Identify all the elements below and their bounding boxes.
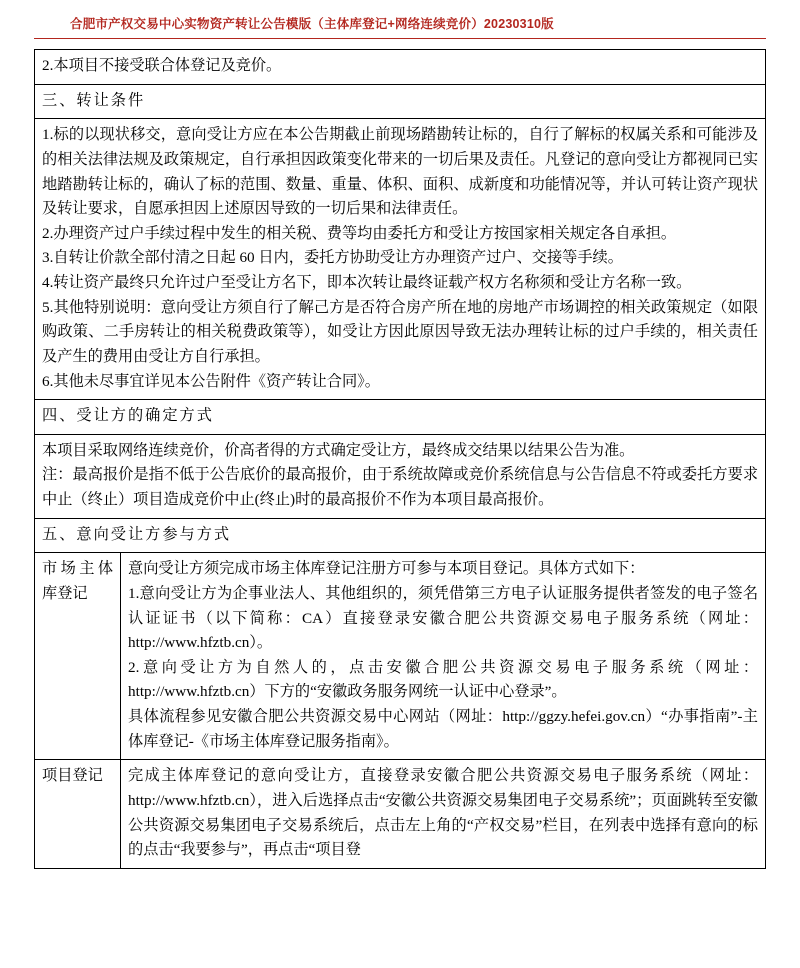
project-registration-para-1: 完成主体库登记的意向受让方，直接登录安徽合肥公共资源交易电子服务系统（网址：http://www.hfztb.cn），进入后选择点击“安徽公共资源交易集团电子交易系统”；页面跳转至安徽公共资源交易集团电子交易系统后，点击左上角的“产权交易”栏目，在列表中选择有意向的标的点击“我要参与”，再点击“项目登 (128, 767, 758, 859)
section3-item-3: 3.自转让价款全部付清之日起 60 日内，委托方协助受让方办理资产过户、交接等手续。 (42, 249, 623, 267)
section5-heading-text: 五、意向受让方参与方式 (42, 525, 232, 543)
row-body-market-entity-registration (121, 553, 766, 760)
table-row-section4-body (35, 434, 766, 518)
market-entity-para-2: 1.意向受让方为企事业法人、其他组织的，须凭借第三方电子认证服务提供者签发的电子签名认证证书（以下简称：CA）直接登录安徽合肥公共资源交易电子服务系统（网址：http://www.hfztb.cn）。 (128, 584, 758, 652)
table-row-section3-body (35, 119, 766, 400)
section3-item-6: 6.其他未尽事宜详见本公告附件《资产转让合同》。 (42, 372, 380, 390)
market-entity-para-3: 2.意向受让方为自然人的，点击安徽合肥公共资源交易电子服务系统（网址：http://www.hfztb.cn）下方的“安徽政务服务网统一认证中心登录”。 (128, 658, 758, 701)
section4-item-2: 注：最高报价是指不低于公告底价的最高报价，由于系统故障或竞价系统信息与公告信息不符或委托方要求中止（终止）项目造成竞价中止(终止)时的最高报价不作为本项目最高报价。 (42, 466, 758, 508)
table-row-section5-heading (35, 518, 766, 553)
section4-item-1: 本项目采取网络连续竞价，价高者得的方式确定受让方，最终成交结果以结果公告为准。 (42, 441, 635, 459)
table-row-section4-heading (35, 400, 766, 435)
section3-body-cell (35, 119, 766, 400)
row-body-project-registration (121, 760, 766, 869)
table-row-section3-heading (35, 84, 766, 119)
table-row-market-entity-registration (35, 553, 766, 760)
section3-heading-text: 三、转让条件 (42, 91, 146, 109)
document-header-title: 合肥市产权交易中心实物资产转让公告模版（主体库登记+网络连续竞价）20230310版 (34, 14, 766, 39)
section3-item-2: 2.办理资产过户手续过程中发生的相关税、费等均由委托方和受让方按国家相关规定各自承担。 (42, 224, 677, 242)
section4-body-cell (35, 434, 766, 518)
top-note-cell (35, 50, 766, 85)
section5-heading-cell (35, 518, 766, 553)
table-row-project-registration (35, 760, 766, 869)
announcement-table (34, 49, 766, 869)
section4-heading-text: 四、受让方的确定方式 (42, 407, 214, 425)
section3-item-5: 5.其他特别说明：意向受让方须自行了解己方是否符合房产所在地的房地产市场调控的相关政策规定（如限购政策、二手房转让的相关税费政策等），如受让方因此原因导致无法办理转让标的过户手续的，相关责任及产生的费用由受让方自行承担。 (42, 298, 758, 365)
row-label-market-entity-registration: 市场主体库登记 (35, 553, 121, 760)
top-note-text: 2.本项目不接受联合体登记及竞价。 (42, 57, 282, 74)
section3-heading-cell (35, 84, 766, 119)
market-entity-para-1: 意向受让方须完成市场主体库登记注册方可参与本项目登记。具体方式如下： (128, 560, 645, 578)
row-label-project-registration: 项目登记 (35, 760, 121, 869)
table-row-top-note (35, 50, 766, 85)
section3-item-1: 1.标的以现状移交，意向受让方应在本公告期截止前现场踏勘转让标的，自行了解标的权属关系和可能涉及的相关法律法规及政策规定，自行承担因政策变化带来的一切后果及责任。凡登记的意向受让方都视同已实地踏勘转让标的，确认了标的范围、数量、重量、体积、面积、成新度和功能情况等，并认可转让资产现状及转让要求，自愿承担因上述原因导致的一切后果和法律责任。 (42, 126, 758, 218)
market-entity-para-4: 具体流程参见安徽合肥公共资源交易中心网站（网址：http://ggzy.hefei.gov.cn）“办事指南”-主体库登记-《市场主体库登记服务指南》。 (128, 708, 758, 750)
section3-item-4: 4.转让资产最终只允许过户至受让方名下，即本次转让最终证载产权方名称须和受让方名称一致。 (42, 274, 692, 291)
section4-heading-cell (35, 400, 766, 435)
